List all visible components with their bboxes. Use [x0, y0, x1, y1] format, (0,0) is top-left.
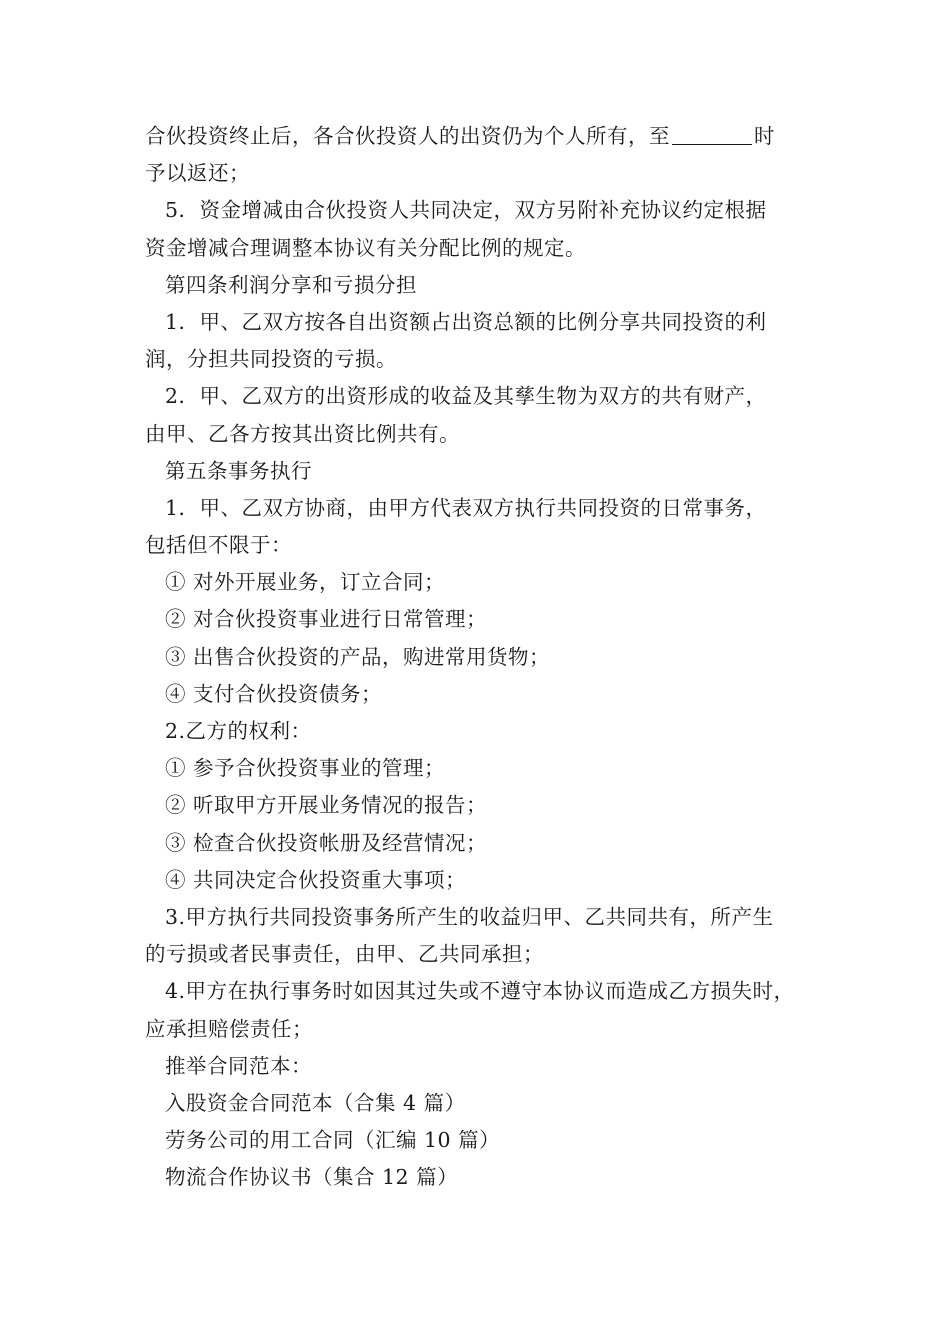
fill-in-blank [672, 124, 752, 145]
line-text: 物流合作协议书（集合 12 篇） [165, 1165, 459, 1190]
paragraph-line [145, 118, 825, 155]
paragraph-line [145, 936, 825, 973]
paragraph-line [145, 230, 825, 267]
line-text: 包括但不限于： [145, 533, 292, 558]
line-text: 推举合同范本： [165, 1053, 312, 1078]
paragraph-line [145, 787, 825, 824]
line-text: 第四条利润分享和亏损分担 [165, 272, 417, 297]
line-text: 2．甲、乙双方的出资形成的收益及其孳生物为双方的共有财产， [165, 384, 767, 409]
paragraph-line [145, 564, 825, 601]
document-body [145, 118, 825, 1196]
line-text: 的亏损或者民事责任，由甲、乙共同承担； [145, 942, 544, 967]
paragraph-line [145, 1122, 825, 1159]
line-text: 应承担赔偿责任； [145, 1016, 313, 1041]
paragraph-line [145, 1085, 825, 1122]
paragraph-line [145, 750, 825, 787]
paragraph-line [145, 973, 825, 1010]
line-text: 入股资金合同范本（合集 4 篇） [165, 1090, 466, 1115]
line-text: ④ 支付合伙投资债务； [165, 681, 383, 706]
line-text: 1．甲、乙双方协商，由甲方代表双方执行共同投资的日常事务， [165, 495, 767, 520]
line-text: ③ 检查合伙投资帐册及经营情况； [165, 830, 488, 855]
paragraph-line [145, 1011, 825, 1048]
line-text: ② 对合伙投资事业进行日常管理； [165, 607, 488, 632]
line-text: ④ 共同决定合伙投资重大事项； [165, 867, 467, 892]
paragraph-line [145, 453, 825, 490]
line-text: ③ 出售合伙投资的产品，购进常用货物； [165, 644, 551, 669]
paragraph-line [145, 1048, 825, 1085]
line-text: 2.乙方的权利： [165, 719, 312, 743]
paragraph-line [145, 416, 825, 453]
paragraph-line [145, 676, 825, 713]
paragraph-line [145, 601, 825, 638]
line-text: ① 参予合伙投资事业的管理； [165, 756, 446, 781]
line-text: 3.甲方执行共同投资事务所产生的收益归甲、乙共同共有，所产生 [165, 904, 774, 929]
paragraph-line [145, 155, 825, 192]
line-text: 5．资金增减由合伙投资人共同决定，双方另附补充协议约定根据 [165, 198, 767, 223]
paragraph-line [145, 1159, 825, 1196]
paragraph-line [145, 341, 825, 378]
line-text: 劳务公司的用工合同（汇编 10 篇） [165, 1128, 501, 1153]
paragraph-line [145, 267, 825, 304]
line-text-after-blank: 时 [754, 124, 775, 148]
paragraph-line [145, 825, 825, 862]
paragraph-line [145, 304, 825, 341]
line-text: 由甲、乙各方按其出资比例共有。 [145, 421, 460, 446]
paragraph-line [145, 378, 825, 415]
line-text: 合伙投资终止后，各合伙投资人的出资仍为个人所有，至 [145, 124, 670, 148]
line-text: 1．甲、乙双方按各自出资额占出资总额的比例分享共同投资的利 [165, 309, 767, 334]
paragraph-line [145, 713, 825, 750]
paragraph-line [145, 527, 825, 564]
paragraph-line [145, 639, 825, 676]
line-text: 予以返还； [145, 161, 250, 186]
paragraph-line [145, 192, 825, 229]
line-text: ② 听取甲方开展业务情况的报告； [165, 793, 488, 818]
line-text: 资金增减合理调整本协议有关分配比例的规定。 [145, 235, 586, 260]
paragraph-line [145, 490, 825, 527]
paragraph-line [145, 862, 825, 899]
line-text: 润，分担共同投资的亏损。 [145, 347, 397, 372]
line-text: ① 对外开展业务，订立合同； [165, 570, 446, 595]
line-text: 第五条事务执行 [165, 458, 312, 483]
line-text: 4.甲方在执行事务时如因其过失或不遵守本协议而造成乙方损失时， [165, 979, 795, 1004]
paragraph-line [145, 899, 825, 936]
